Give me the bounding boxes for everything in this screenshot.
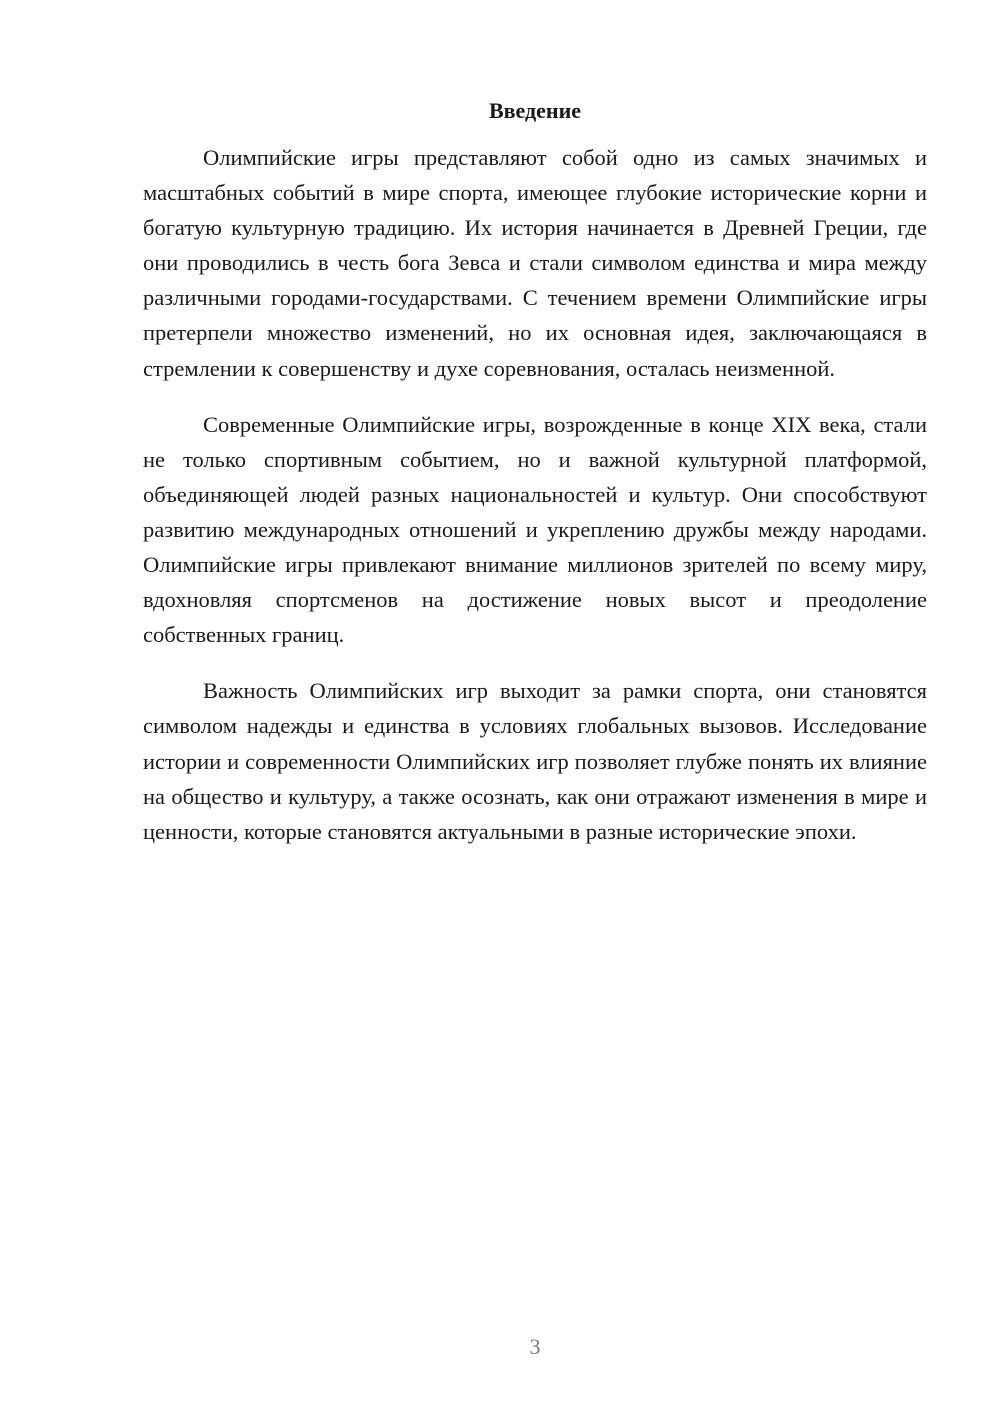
paragraph-1: Олимпийские игры представляют собой одно из самых значимых и масштабных событий в мире спорта, имеющее глубокие исторические корни и богатую культурную традицию. Их история начинается в Древней Греции, где они проводились в честь бога Зевса и стали символом единства и мира между различными городами-государствами. С течением времени Олимпийские игры претерпели множество изменений, но их основная идея, заключающаяся в стремлении к совершенству и духе соревнования, осталась неизменной. bbox=[143, 145, 927, 381]
paragraph-3: Важность Олимпийских игр выходит за рамки спорта, они становятся символом надежды и единства в условиях глобальных вызовов. Исследование истории и современности Олимпийских игр позволяет глубже понять их влияние на общество и культуру, а также осознать, как они отражают изменения в мире и ценности, которые становятся актуальными в разные исторические эпохи. bbox=[143, 678, 927, 844]
page-number: 3 bbox=[529, 1334, 541, 1359]
paragraph-2: Современные Олимпийские игры, возрожденные в конце XIX века, стали не только спортивным событием, но и важной культурной платформой, объединяющей людей разных национальностей и культур. Они способствуют развитию международных отношений и укреплению дружбы между народами. Олимпийские игры привлекают внимание миллионов зрителей по всему миру, вдохновляя спортсменов на достижение новых высот и преодоление собственных границ. bbox=[143, 411, 927, 648]
section-title: Введение bbox=[488, 98, 582, 123]
body-text bbox=[143, 140, 927, 870]
